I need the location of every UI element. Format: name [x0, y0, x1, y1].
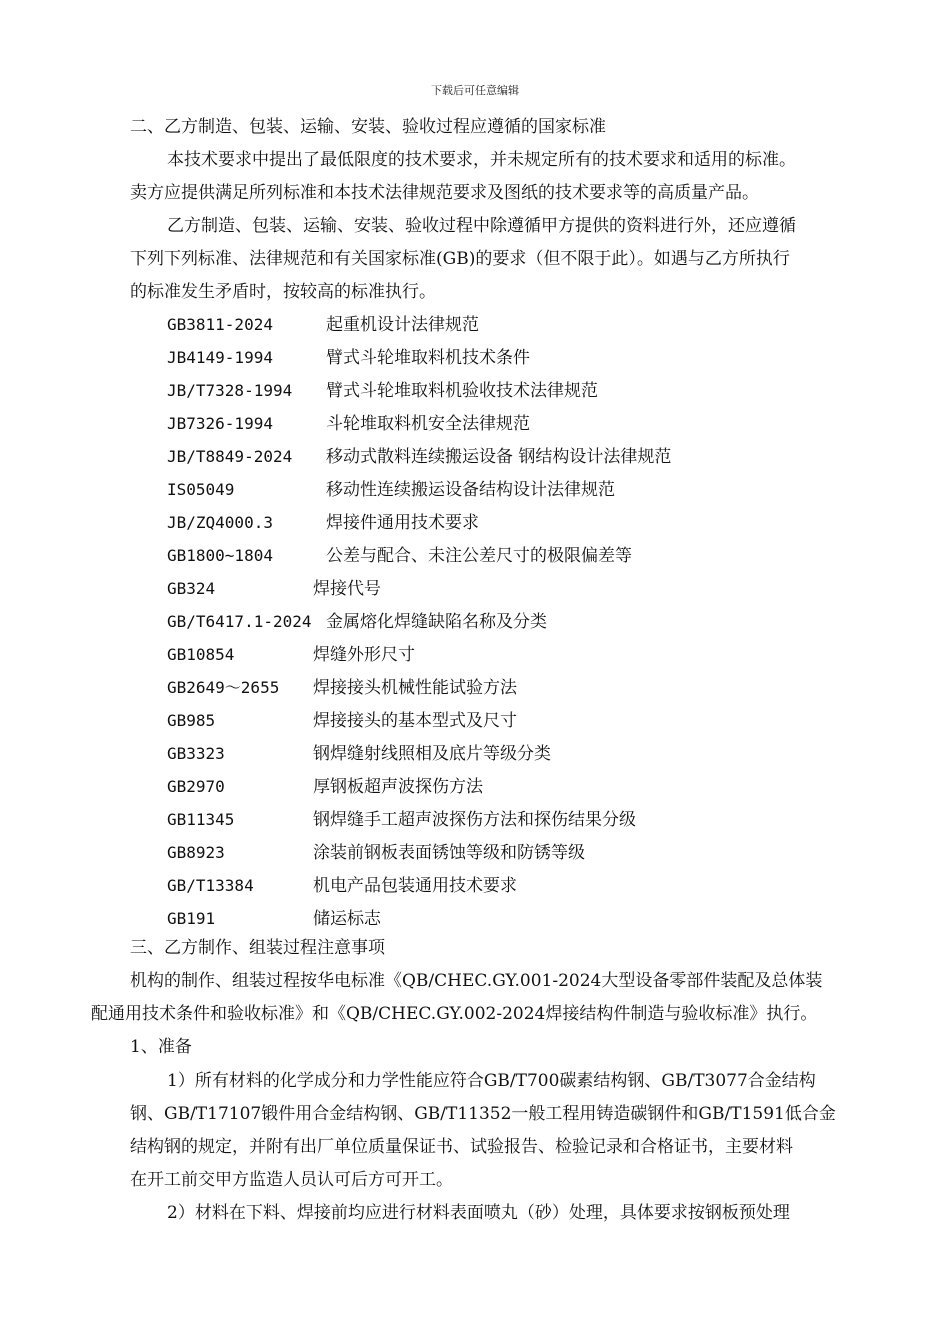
section-3-title: 三、乙方制作、组装过程注意事项 — [130, 938, 385, 958]
standard-name: 公差与配合、未注公差尺寸的极限偏差等 — [326, 546, 632, 566]
standard-name: 厚钢板超声波探伤方法 — [313, 777, 483, 797]
subsection-title: 1、准备 — [130, 1037, 192, 1057]
paragraph-line: 本技术要求中提出了最低限度的技术要求，并未规定所有的技术要求和适用的标准。 — [167, 150, 796, 170]
standard-name: 机电产品包装通用技术要求 — [313, 876, 517, 896]
paragraph-line: 卖方应提供满足所列标准和本技术法律规范要求及图纸的技术要求等的高质量产品。 — [130, 183, 759, 203]
standard-name: 斗轮堆取料机安全法律规范 — [326, 414, 530, 434]
standard-code: GB8923 — [167, 843, 225, 862]
standard-code: JB/T7328-1994 — [167, 381, 293, 400]
standard-code: IS05049 — [167, 480, 235, 499]
paragraph-line: 下列下列标准、法律规范和有关国家标准(GB)的要求（但不限于此）。如遇与乙方所执行 — [130, 249, 790, 269]
paragraph-line: 的标准发生矛盾时，按较高的标准执行。 — [130, 282, 436, 302]
standard-code: GB2649～2655 — [167, 678, 280, 697]
standard-name: 焊接件通用技术要求 — [326, 513, 479, 533]
standard-code: GB324 — [167, 579, 216, 598]
standard-code: JB7326-1994 — [167, 414, 273, 433]
standard-code: GB3811-2024 — [167, 315, 273, 334]
standard-code: JB4149-1994 — [167, 348, 273, 367]
standard-name: 焊缝外形尺寸 — [313, 645, 415, 665]
list-item-line: 在开工前交甲方监造人员认可后方可开工。 — [130, 1170, 453, 1190]
standard-name: 钢焊缝手工超声波探伤方法和探伤结果分级 — [313, 810, 636, 830]
standard-name: 移动式散料连续搬运设备 钢结构设计法律规范 — [326, 447, 672, 467]
standard-code: GB11345 — [167, 810, 235, 829]
standard-code: GB191 — [167, 909, 216, 928]
standard-code: JB/T8849-2024 — [167, 447, 293, 466]
standard-name: 臂式斗轮堆取料机验收技术法律规范 — [326, 381, 598, 401]
standard-code: GB1800~1804 — [167, 546, 273, 565]
standard-name: 焊接代号 — [313, 579, 381, 599]
paragraph-line: 配通用技术条件和验收标准》和《QB/CHEC.GY.002-2024焊接结构件制造与验收标准》执行。 — [91, 1004, 818, 1024]
standard-name: 金属熔化焊缝缺陷名称及分类 — [326, 612, 547, 632]
standard-name: 焊接接头机械性能试验方法 — [313, 678, 517, 698]
paragraph-line: 机构的制作、组装过程按华电标准《QB/CHEC.GY.001-2024大型设备零部件装配及总体装 — [130, 971, 823, 991]
standard-name: 储运标志 — [313, 909, 381, 929]
section-2-title: 二、乙方制造、包装、运输、安装、验收过程应遵循的国家标准 — [130, 117, 606, 137]
list-item-line: 结构钢的规定，并附有出厂单位质量保证书、试验报告、检验记录和合格证书，主要材料 — [130, 1137, 793, 1157]
list-item-line: 钢、GB/T17107锻件用合金结构钢、GB/T11352一般工程用铸造碳钢件和GB/T1591低合金 — [130, 1104, 836, 1124]
page-header: 下载后可任意编辑 — [431, 84, 519, 97]
standard-code: GB/T13384 — [167, 876, 254, 895]
list-item-line: 2）材料在下料、焊接前均应进行材料表面喷丸（砂）处理，具体要求按钢板预处理 — [167, 1203, 790, 1223]
standard-code: GB3323 — [167, 744, 225, 763]
list-item-line: 1）所有材料的化学成分和力学性能应符合GB/T700碳素结构钢、GB/T3077合金结构 — [167, 1071, 816, 1091]
standard-name: 涂装前钢板表面锈蚀等级和防锈等级 — [313, 843, 585, 863]
standard-name: 钢焊缝射线照相及底片等级分类 — [313, 744, 551, 764]
standard-name: 臂式斗轮堆取料机技术条件 — [326, 348, 530, 368]
standard-code: GB2970 — [167, 777, 225, 796]
standard-name: 焊接接头的基本型式及尺寸 — [313, 711, 517, 731]
standard-name: 起重机设计法律规范 — [326, 315, 479, 335]
standard-name: 移动性连续搬运设备结构设计法律规范 — [326, 480, 615, 500]
standard-code: GB985 — [167, 711, 216, 730]
paragraph-line: 乙方制造、包装、运输、安装、验收过程中除遵循甲方提供的资料进行外，还应遵循 — [167, 216, 796, 236]
standard-code: GB/T6417.1-2024 — [167, 612, 312, 631]
standard-code: GB10854 — [167, 645, 235, 664]
standard-code: JB/ZQ4000.3 — [167, 513, 273, 532]
